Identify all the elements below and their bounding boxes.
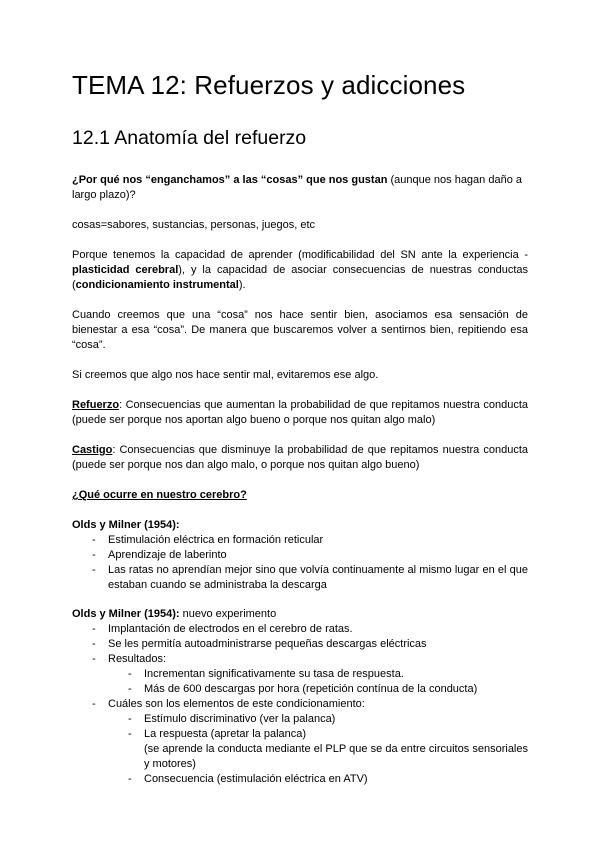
olds2-list <box>72 622 528 787</box>
porque-text-2: ), y la capacidad de asociar consecuencias de nuestras conductas ( <box>72 264 529 291</box>
si-paragraph: Si creemos que algo nos hace sentir mal, evitaremos ese algo. <box>72 369 379 381</box>
refuerzo-term: Refuerzo <box>72 399 120 411</box>
list-item: - Se les permitía autoadministrarse pequeñas descargas eléctricas <box>72 637 528 652</box>
olds2-heading-rest: nuevo experimento <box>179 608 277 620</box>
cuando-paragraph: Cuando creemos que una “cosa” nos hace sentir bien, asociamos esa sensación de bienestar a esa “cosa”. De manera que buscaremos volver a sentirnos bien, repitiendo esa “cosa”. <box>72 309 528 351</box>
castigo-term: Castigo <box>72 444 113 456</box>
list-item: - Consecuencia (estimulación eléctrica en ATV) <box>108 772 528 787</box>
olds2-heading <box>72 607 528 622</box>
list-item: - Estimulación eléctrica en formación reticular <box>72 533 528 548</box>
olds1-list <box>72 533 528 593</box>
refuerzo-paragraph <box>72 398 528 428</box>
porque-text-3: ). <box>238 279 246 291</box>
list-item <box>72 697 528 787</box>
respuesta-note: (se aprende la conducta mediante el PLP que se da entre circuitos sensoriales y motores) <box>144 743 528 770</box>
refuerzo-def: : Consecuencias que aumentan la probabilidad de que repitamos nuestra conducta (puede ser porque nos aportan algo bueno o porque nos quitan algo malo) <box>72 399 528 426</box>
resultados-label: Resultados: <box>108 653 167 665</box>
olds1-heading-text: Olds y Milner (1954): <box>72 519 180 531</box>
list-item <box>72 652 528 697</box>
cosas-paragraph: cosas=sabores, sustancias, personas, juegos, etc <box>72 219 316 231</box>
castigo-paragraph <box>72 443 528 473</box>
castigo-def: : Consecuencias que disminuye la probabilidad de que repitamos nuestra conducta (puede ser porque nos dan algo malo, o porque nos quitan algo bueno) <box>72 444 528 471</box>
elementos-list <box>108 712 528 787</box>
porque-text-1: Porque tenemos la capacidad de aprender (modificabilidad del SN ante la experiencia - <box>72 249 528 261</box>
olds1-heading <box>72 518 528 533</box>
list-item: - Estímulo discriminativo (ver la palanca) <box>108 712 528 727</box>
cerebro-question-text: ¿Qué ocurre en nuestro cerebro? <box>72 489 247 501</box>
question-paragraph <box>72 173 528 203</box>
respuesta-item: La respuesta (apretar la palanca) <box>144 728 307 740</box>
porque-paragraph <box>72 248 528 293</box>
porque-bold-1: plasticidad cerebral <box>72 264 179 276</box>
list-item: - Más de 600 descargas por hora (repetición contínua de la conducta) <box>108 682 528 697</box>
cuales-label: Cuáles son los elementos de este condicionamiento: <box>108 698 365 710</box>
porque-bold-2: condicionamiento instrumental <box>75 279 239 291</box>
question-rest: (aunque nos hagan daño a largo plazo)? <box>72 174 522 201</box>
section-heading: 12.1 Anatomía del refuerzo <box>72 127 307 149</box>
list-item <box>108 727 528 772</box>
resultados-list <box>108 667 528 697</box>
document-body <box>72 173 528 787</box>
list-item: - Aprendizaje de laberinto <box>72 548 528 563</box>
list-item: - Implantación de electrodos en el cerebro de ratas. <box>72 622 528 637</box>
document-title: TEMA 12: Refuerzos y adicciones <box>72 70 466 100</box>
list-item: - Las ratas no aprendían mejor sino que volvía continuamente al mismo lugar en el que estaban cuando se administraba la descarga <box>72 563 528 593</box>
question-bold: ¿Por qué nos “enganchamos” a las “cosas” que nos gustan <box>72 174 388 186</box>
cerebro-question <box>72 488 528 503</box>
olds2-heading-bold: Olds y Milner (1954): <box>72 608 180 620</box>
list-item: - Incrementan significativamente su tasa de respuesta. <box>108 667 528 682</box>
